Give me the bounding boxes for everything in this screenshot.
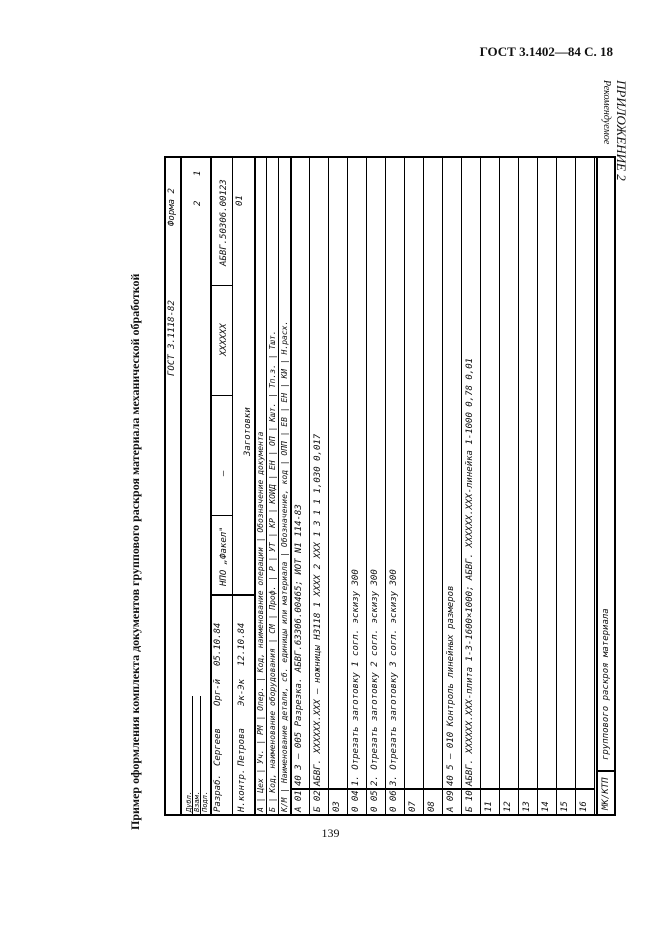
row-number: 14 [541,801,551,812]
row-number: Б 10 [465,790,475,812]
side-label-vzam: Взам. [193,790,201,812]
row-rule [309,156,310,816]
row-rule [499,156,500,816]
row-rule [594,156,595,816]
row-number: А 09 [446,790,456,812]
row-number: 03 [332,801,342,812]
doc-code: XXXXXX [219,323,229,356]
footer-code: МК/КТП [601,777,611,810]
rule [596,770,616,772]
side-label-podl: Подл. [201,790,209,812]
gost-ref: ГОСТ 3.1118-82 [167,300,177,376]
sig-name-1: Сергеев [213,728,223,766]
row-text: 40 3 — 005 Разрезка. АБВГ.63306.00465; ИОТ N1 114-83 [294,504,304,786]
figure-caption: Пример оформления комплекта документов группового раскроя материала механической обработкой [128,273,142,830]
row-rule [423,156,424,816]
rule [232,156,233,816]
row-rule [480,156,481,816]
blank-label: Заготовки [243,407,253,456]
row-text: 3. Отрезать заготовку 3 согл. эскизу 300 [389,569,399,786]
page-number: 139 [321,826,340,840]
row-number: 0 04 [351,790,361,812]
rule [210,156,212,816]
route-card-form [164,156,616,816]
row-number: 08 [427,801,437,812]
sig-date-2: 12.10.84 [237,622,247,666]
row-rule [385,156,386,816]
row-number: 0 06 [389,790,399,812]
row-rule [461,156,462,816]
side-label-dubl: Дубл. [185,790,193,812]
row-text: 2. Отрезать заготовку 2 согл. эскизу 300 [370,569,380,786]
doc-sheet: 01 [235,195,245,206]
row-rule [404,156,405,816]
row-rule [518,156,519,816]
rule [266,156,267,816]
rule [210,285,232,286]
row-number: 16 [579,801,589,812]
appendix-note: Рекомендуемое [601,80,612,145]
row-number-divider [290,788,594,790]
sheet-number: 1 [193,170,203,176]
row-rule [347,156,348,816]
header-row-k: К/М | Наименование детали, сб. единицы или материала | Обозначение, код | ОПП | ЕВ | ЕН | КИ | Н.расх. [280,320,289,812]
row-text: 1. Отрезать заготовку 1 согл. эскизу 300 [351,569,361,786]
sig-name-2: Петрова [237,728,247,766]
sheet-total: 2 [193,200,203,206]
row-rule [366,156,367,816]
row-text: АБВГ. XXXXXX.XXX — ножницы Н3118 1 XXXX 2 XXX 1 3 1 1 1,030 0,017 [313,433,323,786]
sig-org-2: Эк-Эк [237,678,247,706]
row-number: Б 02 [313,790,323,812]
form-number: Форма 2 [167,188,177,226]
header-row-a: А | Цех | Уч. | РМ | Опер. | Код, наименование операции | Обозначение документа [256,431,265,812]
rule [596,156,598,816]
rule [210,515,232,516]
footer-text: группового раскроя материала [601,608,611,760]
row-rule [575,156,576,816]
row-number: 0 05 [370,790,380,812]
row-number: А 01 [294,790,304,812]
row-number: 11 [484,801,494,812]
row-rule [442,156,443,816]
rule [210,395,232,396]
appendix-title: ПРИЛОЖЕНИЕ 2 [614,80,629,181]
row-text: АБВГ. XXXXXX.XXX-плита 1-3-1600×1000; АБВГ. XXXXXX.XXX-линейка 1-1000 0,78 0,01 [465,357,475,786]
doc-number: АБВГ.50306.00123 [219,179,229,266]
top-rule [180,156,182,816]
row-number: 15 [560,801,570,812]
row-number: 12 [503,801,513,812]
row-number: 13 [522,801,532,812]
rule [200,696,201,816]
sig-role-1: Разраб. [213,774,223,812]
header-row-b: Б | Код, наименование оборудования | СМ | Проф. | Р | УТ | КР | КОИД | ЕН | ОП | Кшт. | Тп.з. | Тшт. [268,330,277,812]
sig-org-1: Орг-й [213,678,223,706]
dash-cell: — [219,470,229,476]
row-text: 40 5 — 010 Контроль линейных размеров [446,585,456,786]
sig-date-1: 05.10.84 [213,622,223,666]
rule [278,156,279,816]
row-number: 07 [408,801,418,812]
rule [192,696,193,816]
row-rule [328,156,329,816]
company-name: НПО „Факел" [219,526,229,586]
row-rule [537,156,538,816]
rule [290,156,292,816]
page-header: ГОСТ 3.1402—84 С. 18 [479,44,613,59]
row-rule [556,156,557,816]
sig-role-2: Н.контр. [237,768,247,812]
